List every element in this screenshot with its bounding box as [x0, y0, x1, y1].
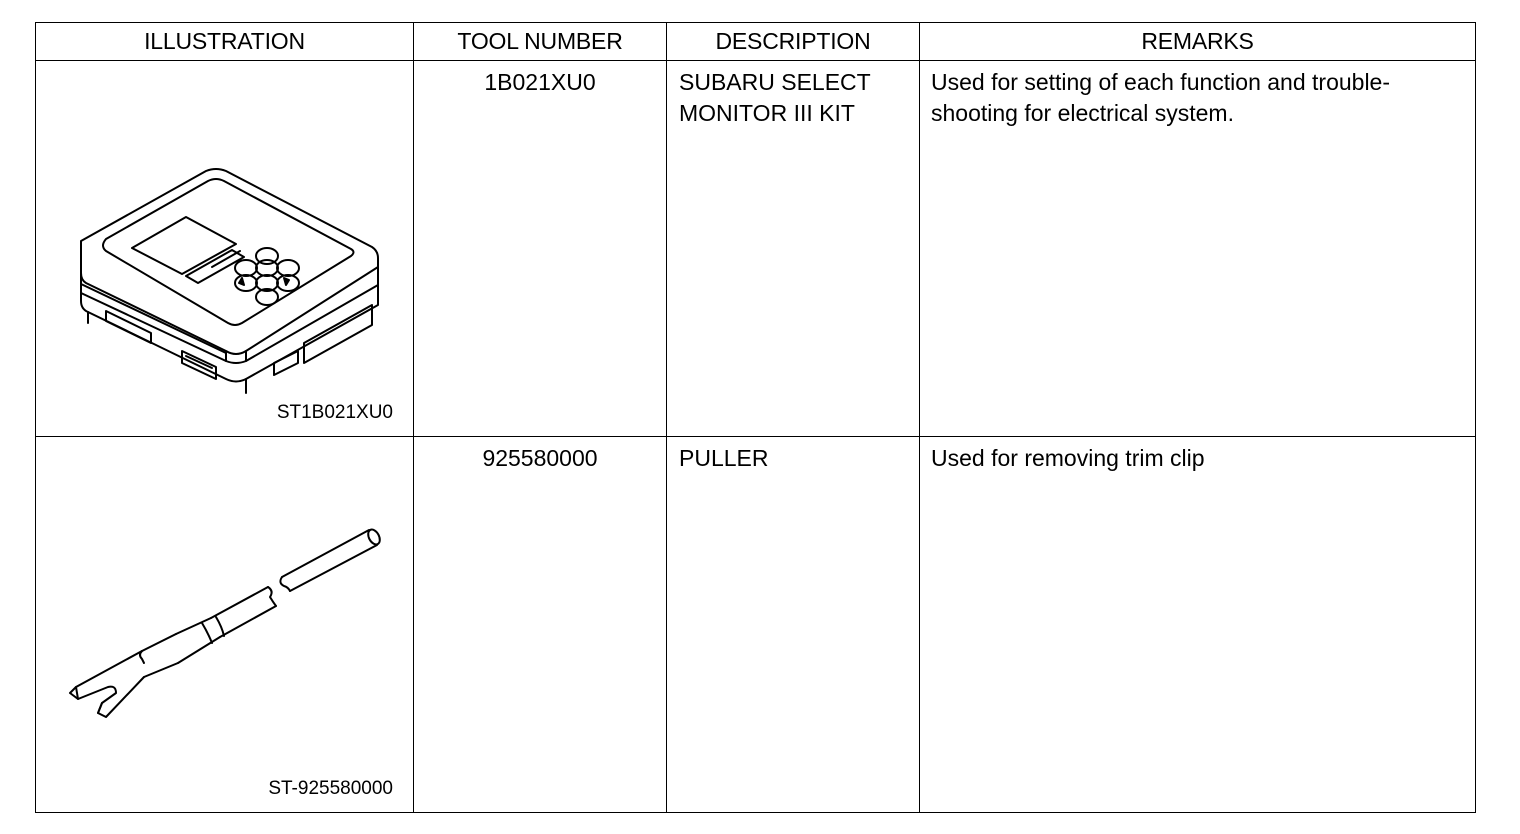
header-illustration: ILLUSTRATION — [36, 23, 414, 61]
select-monitor-device-icon — [36, 61, 413, 437]
description: SUBARU SELECT MONITOR III KIT — [679, 69, 871, 126]
illustration-code: ST-925580000 — [268, 778, 393, 799]
table-header-row — [36, 23, 1476, 61]
puller-tool-icon — [36, 437, 413, 813]
tool-number-cell — [414, 437, 667, 813]
header-description: DESCRIPTION — [667, 23, 920, 61]
special-tools-table — [35, 22, 1476, 813]
table-row — [36, 437, 1476, 813]
description: PULLER — [679, 445, 769, 471]
header-tool-number: TOOL NUMBER — [414, 23, 667, 61]
illustration-code: ST1B021XU0 — [276, 402, 393, 423]
remarks-cell — [920, 437, 1476, 813]
tool-number-cell — [414, 61, 667, 437]
remarks-cell — [920, 61, 1476, 437]
header-remarks: REMARKS — [920, 23, 1476, 61]
illustration-cell — [36, 61, 414, 437]
tool-number: 925580000 — [482, 445, 598, 471]
illustration-cell — [36, 437, 414, 813]
remarks: Used for removing trim clip — [931, 445, 1205, 471]
remarks: Used for setting of each function and trouble-shooting for electrical system. — [931, 69, 1391, 126]
description-cell — [667, 61, 920, 437]
description-cell — [667, 437, 920, 813]
table-row — [36, 61, 1476, 437]
tool-number: 1B021XU0 — [484, 69, 596, 95]
